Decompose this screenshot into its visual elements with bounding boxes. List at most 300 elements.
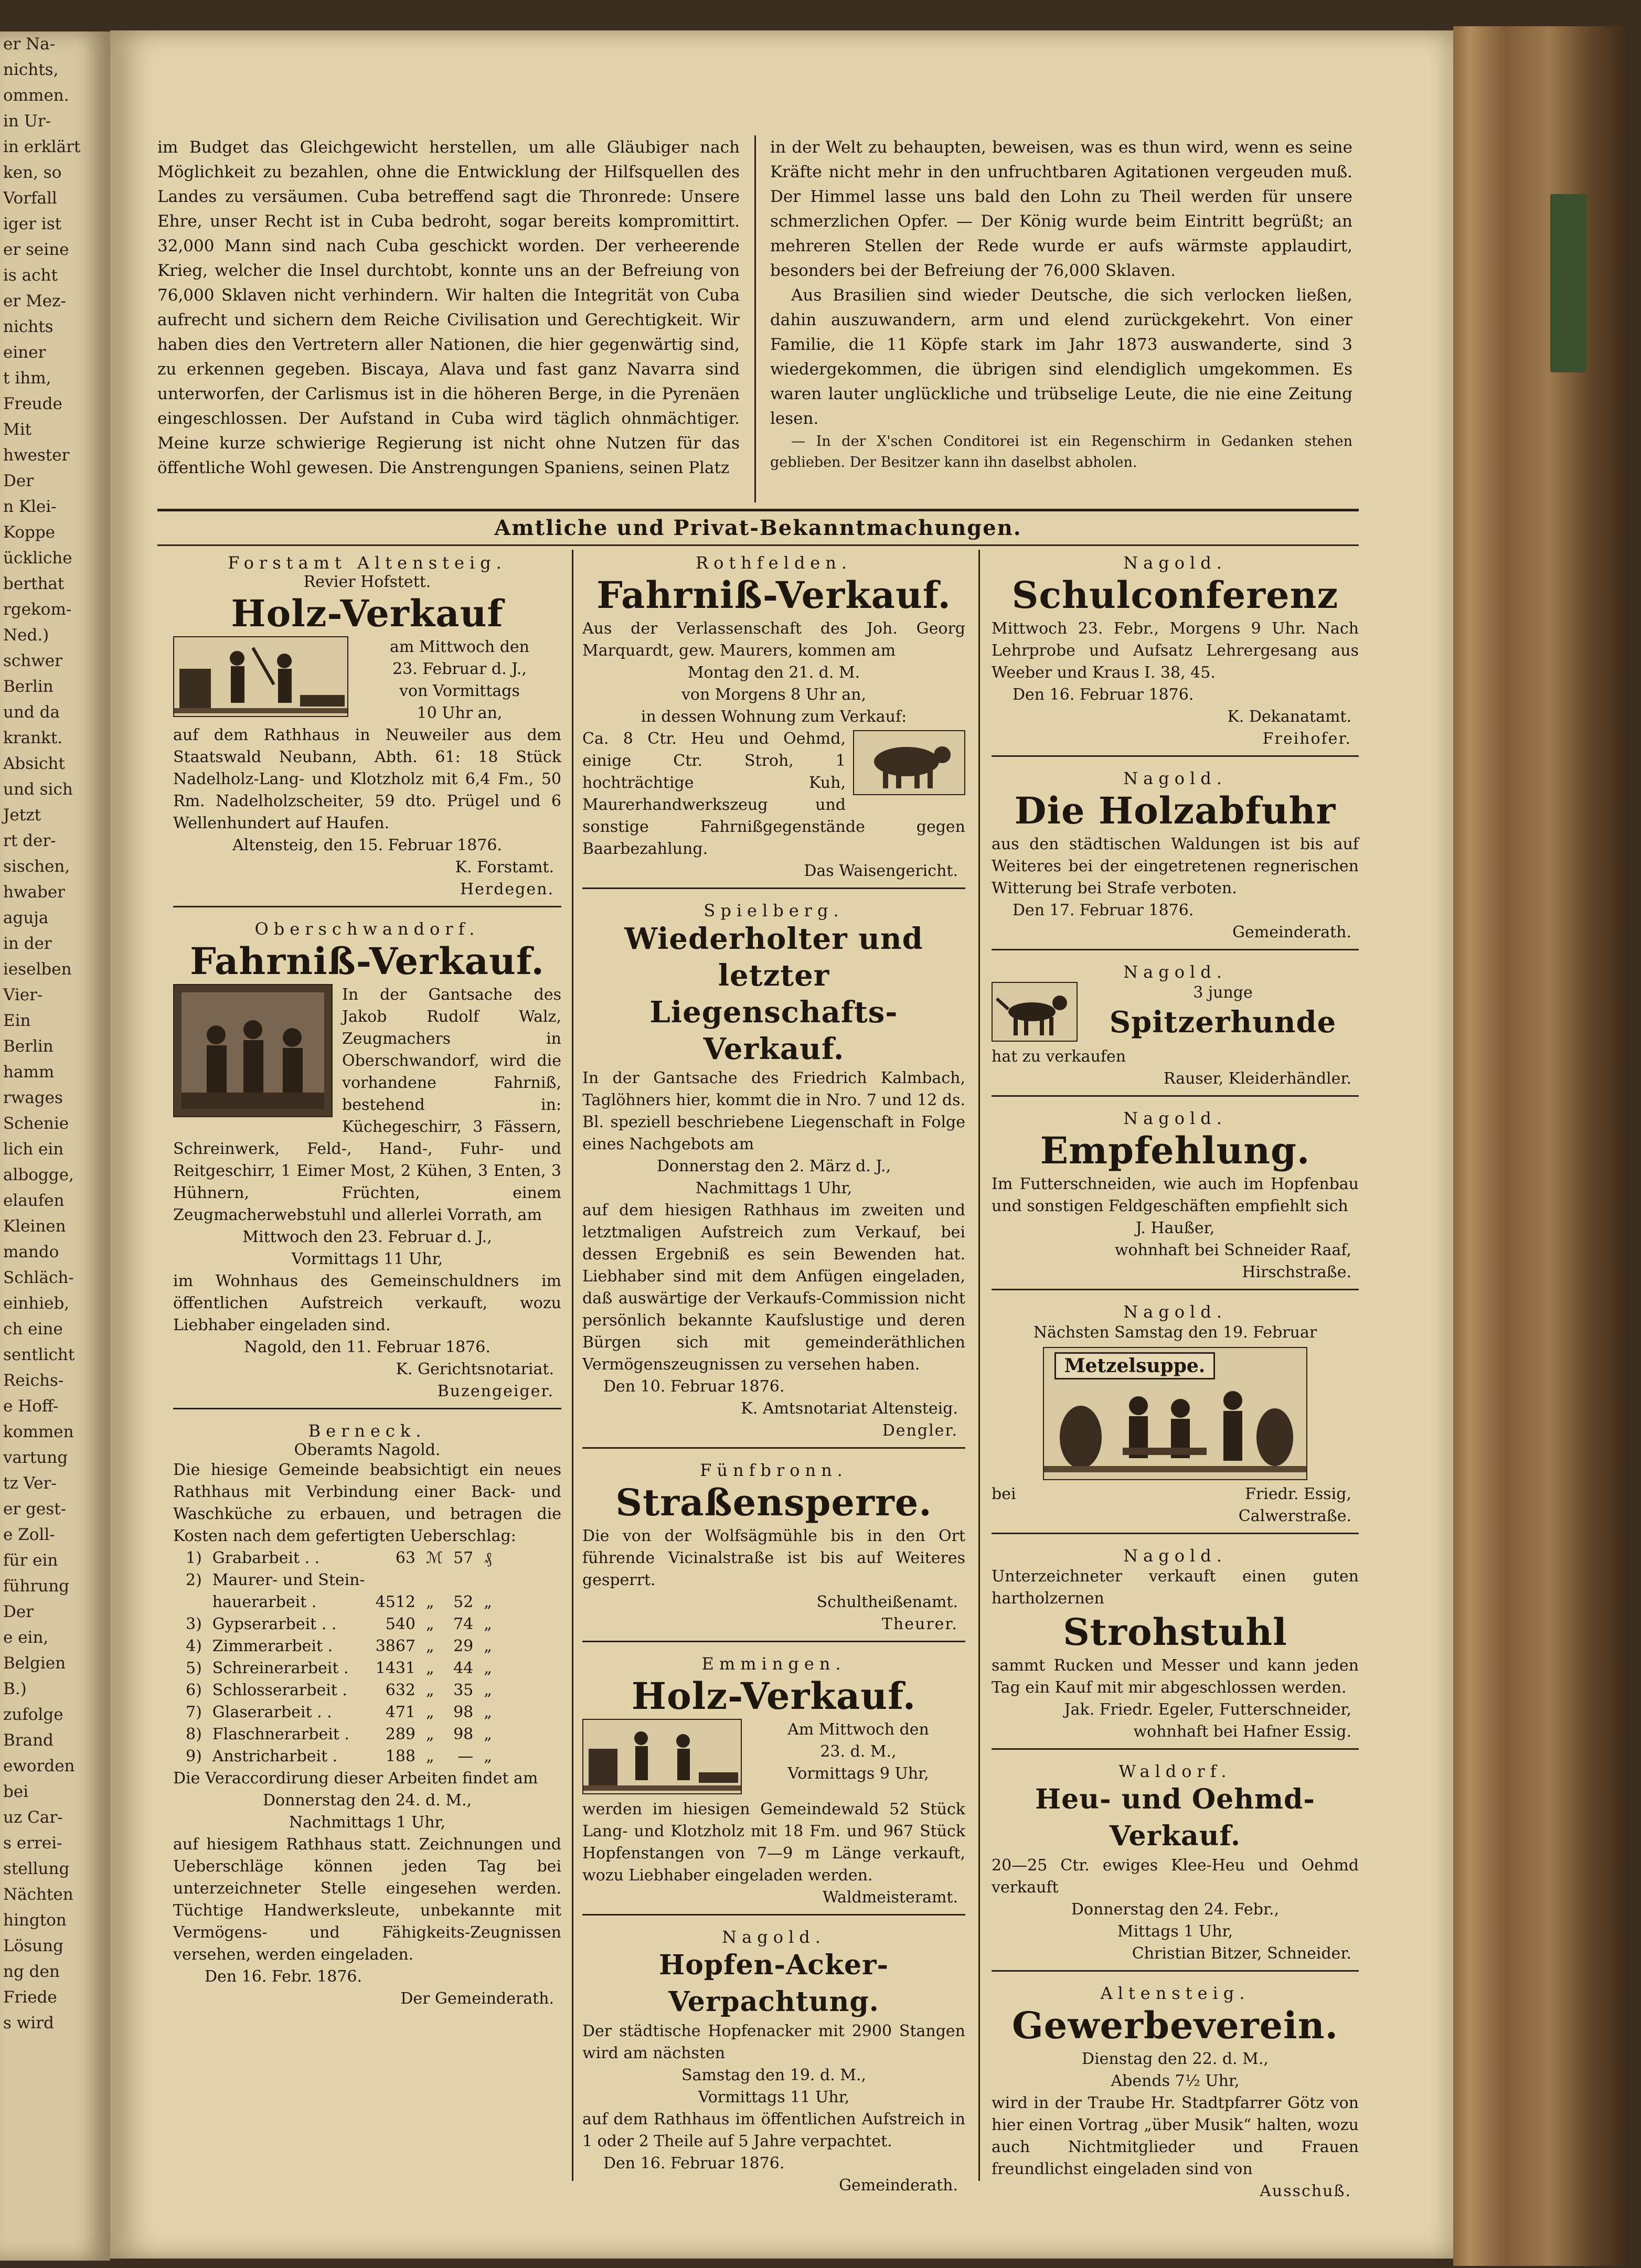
- cost-item-name: Glaserarbeit . .: [212, 1703, 332, 1721]
- ad-body: Aus der Verlassenschaft des Joh. Georg Marquardt, gew. Maurers, kommen am: [582, 619, 965, 660]
- cost-mark-amount: 471: [385, 1703, 415, 1721]
- woodcut-auction-scene-image: [173, 984, 333, 1117]
- cost-currency-pfennig: „: [484, 1681, 492, 1699]
- facing-page-fragment: iger ist: [3, 215, 62, 233]
- cost-item-name: Zimmerarbeit .: [212, 1637, 333, 1655]
- ad-signer: K. Dekanatamt.: [1227, 708, 1351, 726]
- ad-body: Unterzeichneter verkauft einen guten hartholzernen: [992, 1567, 1359, 1608]
- cost-item-number: 9): [186, 1747, 202, 1766]
- ad-place: Waldorf.: [1118, 1761, 1232, 1781]
- ad-subtitle: Revier Hofstett.: [303, 573, 431, 591]
- ad-place: Forstamt Altensteig.: [228, 553, 507, 573]
- cost-mark-amount: 4512: [375, 1593, 415, 1611]
- ad-date: Nagold, den 11. Februar 1876.: [244, 1338, 491, 1356]
- section-title: Amtliche und Privat-Bekanntmachungen.: [494, 516, 1022, 540]
- cost-item-name: Grabarbeit . .: [212, 1549, 320, 1567]
- facing-page-fragment: Berlin: [3, 1037, 54, 1056]
- ad-headline: Heu- und Oehmd-Verkauf.: [1035, 1783, 1315, 1852]
- ad-place: Spielberg.: [704, 901, 844, 921]
- ad-body: sammt Rucken und Messer und kann jeden Tag ein Kauf mit mir abgeschlossen werden.: [992, 1656, 1359, 1697]
- ad-place: Berneck.: [308, 1421, 427, 1441]
- facing-page-fragment: hamm: [3, 1063, 55, 1082]
- facing-page-fragment: berthat: [3, 574, 65, 593]
- cost-item-number: [180, 1591, 207, 1613]
- woodcut-tavern-scene-image: [1043, 1347, 1307, 1480]
- facing-page-fragment: kommen: [3, 1422, 74, 1441]
- facing-page-fragment: rgekom-: [3, 600, 72, 619]
- cost-item-number: 6): [186, 1681, 202, 1699]
- cost-item-number: 4): [186, 1637, 202, 1655]
- ad-place: Nagold.: [1123, 768, 1227, 788]
- ad-date: Den 16. Februar 1876.: [1013, 686, 1194, 704]
- ad-place: Nagold.: [1123, 1546, 1227, 1566]
- facing-page-fragment: schwer: [3, 651, 62, 670]
- ad-place: Nagold.: [1123, 1108, 1227, 1128]
- ad-strohstuhl: [992, 1543, 1359, 1750]
- ad-date-line: 10 Uhr an,: [417, 704, 503, 722]
- ad-date: Den 10. Februar 1876.: [603, 1377, 785, 1396]
- facing-page-fragment: e Zoll-: [3, 1525, 55, 1544]
- facing-page-fragment: uz Car-: [3, 1808, 63, 1827]
- column-rule: [572, 550, 573, 2181]
- ad-name: Jak. Friedr. Egeler, Futterschneider,: [1064, 1700, 1351, 1719]
- cost-currency-mark: „: [426, 1659, 434, 1677]
- ad-place: Nagold.: [722, 1927, 826, 1947]
- ad-signer-name: Dengler.: [882, 1421, 958, 1440]
- ad-address: wohnhaft bei Hafner Essig.: [1133, 1723, 1351, 1741]
- cost-currency-pfennig: „: [484, 1725, 492, 1743]
- facing-page-fragment: ken, so: [3, 163, 62, 182]
- cost-currency-mark: „: [426, 1593, 434, 1611]
- ad-headline: Wiederholter und letzter: [624, 922, 923, 993]
- cost-pfennig-amount: [448, 1569, 478, 1591]
- facing-page-fragment: Ned.): [3, 626, 49, 645]
- ad-metzelsuppe: [992, 1299, 1359, 1534]
- cost-currency-mark: [421, 1569, 448, 1591]
- ad-berneck-rathhaus: [173, 1418, 561, 2015]
- facing-page-fragment: ng den: [3, 1962, 60, 1981]
- ad-signer-name: Herdegen.: [460, 880, 554, 898]
- ad-signer: Waldmeisteramt.: [822, 1888, 958, 1907]
- ad-when: Vormittags 11 Uhr,: [291, 1250, 443, 1268]
- ad-when: Donnerstag den 2. März d. J.,: [656, 1157, 891, 1175]
- ad-headline: Straßensperre.: [615, 1481, 932, 1524]
- facing-page-fragment: Absicht: [3, 754, 65, 773]
- ad-when: Montag den 21. d. M.: [687, 664, 860, 682]
- facing-page-fragment: Der: [3, 472, 34, 490]
- ad-date: Altensteig, den 15. Februar 1876.: [232, 836, 502, 854]
- bookmark-ribbon: [1550, 194, 1587, 372]
- facing-page-fragment: und sich: [3, 780, 73, 799]
- facing-page-fragment: in erklärt: [3, 137, 81, 156]
- ad-schulconferenz: [992, 550, 1359, 757]
- page-edges: [1453, 26, 1626, 2266]
- cost-currency-pfennig: ₰: [484, 1549, 492, 1567]
- facing-page-fragment: Vorfall: [3, 189, 57, 208]
- cost-mark-amount: 632: [385, 1681, 415, 1699]
- top-article-left-column: [157, 135, 740, 480]
- ad-body: werden im hiesigen Gemeindewald 52 Stück Lang- und Klotzholz mit 18 Fm. und 967 Stück Hopfenstangen von 7—9 m Länge verkauft, wozu Liebhaber eingeladen werden.: [582, 1800, 965, 1885]
- facing-page-fragment: Schenie: [3, 1114, 69, 1133]
- ad-name: Christian Bitzer, Schneider.: [1132, 1944, 1351, 1963]
- facing-page-fragment: s wird: [3, 2014, 54, 2032]
- cost-item-name: Gypserarbeit . .: [212, 1615, 337, 1633]
- cost-item-name: Schreinerarbeit .: [212, 1659, 349, 1677]
- ad-signer: Das Waisengericht.: [804, 862, 958, 880]
- ad-headline: Spitzerhunde: [1109, 1005, 1337, 1040]
- ad-body: hat zu verkaufen: [992, 1047, 1126, 1066]
- facing-page-fragment: ch eine: [3, 1320, 63, 1339]
- ad-fahrniss-verkauf-rothfelden: [582, 550, 965, 889]
- cost-item-number: 3): [186, 1615, 202, 1633]
- cost-mark-amount: 188: [385, 1747, 415, 1766]
- ad-body: Mittwoch 23. Febr., Morgens 9 Uhr. Nach Lehrprobe und Aufsatz Lehrergesang aus Weeber und Kraus I. 38, 45.: [992, 619, 1359, 682]
- facing-page-fragment: ückliche: [3, 549, 72, 568]
- facing-page-fragment: Friede: [3, 1988, 57, 2007]
- ad-body: auf dem hiesigen Rathhaus im zweiten und letztmaligen Aufstreich zum Verkauf, bei dessen Ergebniß es sein Bewenden hat. Liebhaber sind mit dem Anfügen eingeladen, daß auswärtige der Verkaufs-Commission nicht persönlich bekannte Kaufslustige und deren Bürgen sich mit gemeinderäthlichen Vermögenszeugnissen zu versehen haben.: [582, 1201, 965, 1374]
- ad-place: Oberschwandorf.: [254, 919, 480, 939]
- cost-mark-amount: [370, 1569, 421, 1591]
- cost-currency-pfennig: „: [484, 1747, 492, 1766]
- facing-page-fragment: elaufen: [3, 1191, 65, 1210]
- ad-body: In der Gantsache des Jakob Rudolf Walz, Zeugmachers in Oberschwandorf, wird die vorhandene Fahrniß, bestehend in: Küchegeschirr, 3 Fässern, Schreinwerk, Feld-, Hand-, Fuhr- und Reitgeschirr, 1 Eimer Most, 2 Kühen, 3 Enten, 3 Hühnern, Früchten, einem Zeugmacherwebstuhl und allerlei Vorrath, am: [173, 986, 561, 1224]
- ad-signer-name: Theurer.: [881, 1615, 958, 1633]
- ad-signer: Rauser, Kleiderhändler.: [1163, 1069, 1351, 1088]
- facing-page-fragment: einer: [3, 343, 46, 362]
- column-b: [582, 550, 965, 2210]
- facing-page-fragment: Brand: [3, 1731, 54, 1750]
- facing-page-fragment: e ein,: [3, 1628, 49, 1647]
- ad-signer: Gemeinderath.: [1232, 923, 1351, 942]
- ad-liegenschafts-verkauf-spielberg: [582, 897, 965, 1449]
- ad-signer-name: Freihofer.: [1262, 730, 1351, 748]
- ad-when: Dienstag den 22. d. M.,: [1082, 2050, 1269, 2068]
- cost-currency-mark: „: [426, 1615, 434, 1633]
- cost-mark-amount: 63: [395, 1549, 415, 1567]
- facing-page-fragment: und da: [3, 703, 60, 722]
- cost-currency-mark: „: [426, 1747, 434, 1766]
- facing-page-fragment: hwaber: [3, 883, 65, 902]
- facing-page-fragment: bei: [3, 1782, 29, 1801]
- ad-place: Nagold.: [1123, 962, 1227, 982]
- cost-mark-amount: 289: [385, 1725, 415, 1743]
- cost-item-name: hauerarbeit .: [212, 1593, 317, 1611]
- facing-page-fragment: mando: [3, 1243, 59, 1261]
- ad-empfehlung: [992, 1105, 1359, 1290]
- ad-gewerbeverein: [992, 1980, 1359, 2208]
- facing-page-fragment: B.): [3, 1679, 27, 1698]
- ad-signer: Schultheißenamt.: [816, 1593, 958, 1611]
- ad-address: Calwerstraße.: [1238, 1507, 1351, 1525]
- facing-page-fragment: tz Ver-: [3, 1474, 57, 1493]
- facing-page-fragment: er seine: [3, 240, 69, 259]
- cost-table: [180, 1547, 497, 1768]
- facing-page-fragment: Belgien: [3, 1654, 66, 1673]
- facing-page-fragment: für ein: [3, 1551, 58, 1570]
- ad-date-line: am Mittwoch den: [390, 638, 529, 656]
- facing-page-fragment: hington: [3, 1911, 67, 1930]
- facing-page-fragment: Schläch-: [3, 1268, 74, 1287]
- cost-currency-mark: „: [426, 1703, 434, 1721]
- ad-when: in dessen Wohnung zum Verkauf:: [641, 708, 907, 726]
- cost-pfennig-amount: 74: [453, 1615, 474, 1633]
- cow-icon: [853, 730, 965, 795]
- ad-body: Der städtische Hopfenacker mit 2900 Stangen wird am nächsten: [582, 2022, 965, 2062]
- section-rule: [157, 544, 1359, 546]
- cost-item-name: Maurer- und Stein-: [212, 1571, 365, 1589]
- facing-page-fragment: stellung: [3, 1859, 70, 1878]
- cost-row: [180, 1724, 497, 1746]
- ad-subtitle: Oberamts Nagold.: [294, 1441, 441, 1459]
- facing-page-fragment: Der: [3, 1602, 34, 1621]
- ad-date-line: von Vormittags: [399, 682, 520, 700]
- facing-page-fragment: ommen.: [3, 86, 69, 105]
- facing-page-fragment: Koppe: [3, 523, 56, 542]
- ad-body: In der Gantsache des Friedrich Kalmbach, Taglöhners hier, kommt die in Nro. 7 und 12 ds. Bl. speziell beschriebene Liegenschaft in Folge eines Nachgebots am: [582, 1069, 965, 1153]
- ad-when: von Morgens 8 Uhr an,: [681, 686, 867, 704]
- ad-headline: Holz-Verkauf: [231, 592, 504, 635]
- top-article-notice: — In der X'schen Conditorei ist ein Regenschirm in Gedanken stehen geblieben. Der Besitzer kann ihn daselbst abholen.: [770, 433, 1352, 470]
- ad-body: auf dem Rathhaus in Neuweiler aus dem Staatswald Neubann, Abth. 61: 18 Stück Nadelholz-Lang- und Klotzholz mit 6,4 Fm., 50 Rm. Nadelholzscheiter, 59 dto. Prügel und 6 Wellenhundert auf Haufen.: [173, 726, 561, 832]
- ad-body: 20—25 Ctr. ewiges Klee-Heu und Oehmd verkauft: [992, 1856, 1359, 1897]
- cost-item-number: 8): [186, 1725, 202, 1743]
- ad-body: Im Futterschneiden, wie auch im Hopfenbau und sonstigen Feldgeschäften empfiehlt sich: [992, 1175, 1359, 1215]
- cost-pfennig-amount: 35: [453, 1681, 474, 1699]
- ad-headline: Liegenschafts-Verkauf.: [649, 995, 898, 1066]
- cost-item-number: 7): [186, 1703, 202, 1721]
- top-article-right-column: [770, 135, 1352, 473]
- cost-pfennig-amount: 44: [453, 1659, 474, 1677]
- cost-pfennig-amount: 98: [453, 1725, 474, 1743]
- cost-pfennig-amount: 57: [453, 1549, 474, 1567]
- cost-row: [180, 1679, 497, 1702]
- top-article-paragraph: Aus Brasilien sind wieder Deutsche, die sich verlocken ließen, dahin auszuwandern, arm und elend zurückgekehrt. Von einer Familie, die 11 Köpfe stark im Jahr 1873 auswanderte, sind 3 wiedergekommen, die übrigen sind elendiglich umgekommen. Es waren lauter unglückliche und trübselige Leute, die nie eine Zeitung lesen.: [770, 286, 1352, 428]
- ad-spitzerhunde: [992, 959, 1359, 1097]
- ad-holzabfuhr: [992, 765, 1359, 950]
- facing-page-fragment: in Ur-: [3, 112, 51, 131]
- ad-date: Den 17. Februar 1876.: [1013, 901, 1194, 919]
- ad-headline: Fahrniß-Verkauf.: [596, 573, 951, 617]
- ad-small-text: 3 junge: [1193, 983, 1253, 1002]
- cost-currency-pfennig: [478, 1569, 497, 1591]
- facing-page: [0, 31, 110, 2261]
- column-c: [992, 550, 1359, 2216]
- cost-currency-pfennig: „: [484, 1637, 492, 1655]
- facing-page-fragment: aguja: [3, 908, 49, 927]
- cost-row: [180, 1746, 497, 1768]
- column-rule: [754, 135, 756, 502]
- cost-item-name: Flaschnerarbeit .: [212, 1725, 349, 1743]
- top-article-paragraph: in der Welt zu behaupten, beweisen, was es thun wird, wenn es seine Kräfte nicht mehr in den unfruchtbaren Agitationen vergeuden muß. Der Himmel lasse uns bald den Lohn zu Theil werden für unsere schmerzlichen Opfer. — Der König wurde beim Eintritt begrüßt; an mehreren Stellen der Rede wurde er aufs wärmste applaudirt, besonders bei der Befreiung der 76,000 Sklaven.: [770, 138, 1352, 280]
- ad-fahrniss-verkauf-oberschwandorf: [173, 916, 561, 1409]
- ad-headline: Fahrniß-Verkauf.: [190, 939, 545, 983]
- cost-mark-amount: 1431: [375, 1659, 415, 1677]
- ad-when: Abends 7½ Uhr,: [1111, 2072, 1240, 2090]
- facing-page-fragment: ieselben: [3, 960, 72, 979]
- facing-page-fragment: krankt.: [3, 729, 63, 747]
- facing-page-fragment: in der: [3, 934, 52, 953]
- cost-row: [180, 1635, 497, 1657]
- facing-page-fragment: rt der-: [3, 831, 56, 850]
- ad-signer: K. Amtsnotariat Altensteig.: [741, 1399, 958, 1418]
- facing-page-fragment: er Mez-: [3, 292, 66, 311]
- ad-when: Nachmittags 1 Uhr,: [289, 1813, 446, 1832]
- facing-page-fragment: Nächten: [3, 1885, 73, 1904]
- cost-pfennig-amount: —: [457, 1747, 474, 1766]
- cost-pfennig-amount: 98: [453, 1703, 474, 1721]
- cost-currency-mark: „: [426, 1637, 434, 1655]
- facing-page-fragment: nichts: [3, 317, 54, 336]
- woodcut-lumberjacks-image: [173, 636, 348, 717]
- ad-when: Am Mittwoch den: [787, 1720, 929, 1739]
- ad-name: J. Haußer,: [1135, 1219, 1215, 1237]
- ad-when: Nachmittags 1 Uhr,: [695, 1179, 853, 1197]
- cost-row: [180, 1569, 497, 1591]
- metzelsuppe-banner: Metzelsuppe.: [1054, 1352, 1215, 1379]
- facing-page-fragment: hwester: [3, 446, 70, 465]
- ad-address: wohnhaft bei Schneider Raaf,: [1114, 1241, 1351, 1259]
- facing-page-fragment: er gest-: [3, 1500, 67, 1518]
- facing-page-fragment: Reichs-: [3, 1371, 64, 1390]
- ad-headline: Holz-Verkauf.: [631, 1674, 917, 1718]
- ad-body: wird in der Traube Hr. Stadtpfarrer Götz von hier einen Vortrag „über Musik“ halten, wozu auch Nichtmitglieder und Frauen freundlichst eingeladen sind von: [992, 2094, 1359, 2178]
- facing-page-fragment: eworden: [3, 1757, 75, 1775]
- cost-currency-mark: „: [426, 1681, 434, 1699]
- ad-when: Samstag den 19. d. M.,: [681, 2066, 867, 2084]
- ad-headline: Strohstuhl: [1063, 1610, 1287, 1654]
- cost-row: [180, 1547, 497, 1569]
- facing-page-fragment: zufolge: [3, 1705, 63, 1724]
- facing-page-fragment: Mit: [3, 420, 32, 439]
- cost-item-number: 2): [186, 1571, 202, 1589]
- ad-place: Nagold.: [1123, 553, 1227, 573]
- facing-page-fragment: n Klei-: [3, 497, 57, 516]
- ad-headline: Schulconferenz: [1011, 573, 1339, 617]
- top-article-paragraph: im Budget das Gleichgewicht herstellen, um alle Gläubiger nach Möglichkeit zu bezahlen, ohne die Entwicklung der Hilfsquellen des Landes zu versäumen. Cuba betreffend sagt die Thronrede: Unsere Ehre, unser Recht ist in Cuba bedroht, sogar bereits kompromittirt. 32,000 Mann sind nach Cuba geschickt worden. Der verheerende Krieg, welcher die Insel durchtobt, konnte uns an der Befreiung von 76,000 Sklaven nicht verhindern. Wir halten die Integrität von Cuba aufrecht und sichern dem Reiche Civilisation und Gerechtigkeit. Wir haben dies den Vertretern aller Nationen, die hier gegenwärtig sind, zu erkennen gegeben. Biscaya, Alava und fast ganz Navarra sind unterworfen, der Carlismus ist in die höheren Berge, in die Pyrenäen eingeschlossen. Der Aufstand in Cuba wird täglich ohnmächtiger. Meine kurze schwierige Regierung ist nicht ohne Nutzen für das öffentliche Wohl gewesen. Die Anstrengungen Spaniens, seinen Platz: [157, 138, 740, 477]
- ad-signer: K. Forstamt.: [455, 858, 554, 876]
- cost-item-name: Anstricharbeit .: [212, 1747, 338, 1766]
- newspaper-page: [110, 30, 1453, 2259]
- facing-page-fragment: er Na-: [3, 35, 56, 54]
- facing-page-fragment: s errei-: [3, 1834, 62, 1853]
- woodcut-lumberjacks-image: [582, 1719, 742, 1794]
- ad-heu-oehmd-verkauf: [992, 1758, 1359, 1972]
- facing-page-fragment: t ihm,: [3, 369, 51, 388]
- ad-when: Donnerstag den 24. d. M.,: [262, 1791, 472, 1810]
- ad-hopfen-acker-nagold: [582, 1924, 965, 2202]
- cost-row: [180, 1657, 497, 1679]
- ad-when: 23. d. M.,: [820, 1742, 897, 1761]
- facing-page-fragment: einhieb,: [3, 1294, 70, 1313]
- facing-page-fragment: Vier-: [3, 986, 43, 1004]
- ad-signer: Ausschuß.: [1260, 2182, 1351, 2200]
- cost-item-name: Schlosserarbeit .: [212, 1681, 347, 1699]
- cost-currency-pfennig: „: [484, 1593, 492, 1611]
- ad-body: auf dem Rathhaus im öffentlichen Aufstreich in 1 oder 2 Theile auf 5 Jahre verpachtet.: [582, 2110, 965, 2151]
- column-rule: [978, 550, 980, 2181]
- cost-currency-pfennig: „: [484, 1615, 492, 1633]
- cost-pfennig-amount: 29: [453, 1637, 474, 1655]
- cost-currency-mark: „: [426, 1725, 434, 1743]
- ad-body: Die von der Wolfsägmühle bis in den Ort führende Vicinalstraße ist bis auf Weiteres gesperrt.: [582, 1527, 965, 1589]
- ad-when: Vormittags 11 Uhr,: [698, 2088, 850, 2106]
- ad-address: Hirschstraße.: [1242, 1263, 1351, 1281]
- ad-headline: Gewerbeverein.: [1012, 2004, 1338, 2047]
- facing-page-fragment: is acht: [3, 266, 58, 285]
- section-rule: [157, 509, 1359, 511]
- facing-page-fragment: e Hoff-: [3, 1397, 59, 1416]
- facing-page-fragment: Ein: [3, 1011, 31, 1030]
- facing-page-fragment: Jetzt: [3, 806, 41, 825]
- ad-strassensperre-fuenfbronn: [582, 1457, 965, 1642]
- ad-body: Die hiesige Gemeinde beabsichtigt ein neues Rathhaus mit Verbindung einer Back- und Waschküche zu erbauen, und betragen die Kosten nach dem gefertigten Ueberschlag:: [173, 1461, 561, 1545]
- facing-page-fragment: führung: [3, 1577, 69, 1596]
- ad-signer: Gemeinderath.: [839, 2176, 958, 2195]
- cost-pfennig-amount: 52: [453, 1593, 474, 1611]
- ad-body: auf hiesigem Rathhaus statt. Zeichnungen und Ueberschläge können jeden Tag bei unterzeichneter Stelle eingesehen werden. Tüchtige Handwerksleute, unbekannte mit Vermögens- und Fähigkeits-Zeugnissen versehen, werden eingeladen.: [173, 1835, 561, 1964]
- ad-when: Donnerstag den 24. Febr.,: [1071, 1900, 1280, 1919]
- cost-mark-amount: 540: [385, 1615, 415, 1633]
- cost-item-number: 1): [186, 1549, 202, 1567]
- ad-body: Ca. 8 Ctr. Heu und Oehmd, einige Ctr. Stroh, 1 hochträchtige Kuh, Maurerhandwerkszeug und sonstige Fahrnißgegenstände gegen Baarbezahlung.: [582, 730, 965, 858]
- ad-body: Nächsten Samstag den 19. Februar: [1033, 1323, 1317, 1342]
- facing-page-fragment: sentlicht: [3, 1345, 75, 1364]
- cost-row: [180, 1613, 497, 1635]
- facing-page-fragment: nichts,: [3, 60, 59, 79]
- facing-page-fragment: Kleinen: [3, 1217, 66, 1236]
- ad-when: Vormittags 9 Uhr,: [787, 1764, 929, 1783]
- dog-icon: [992, 982, 1078, 1042]
- cost-currency-pfennig: „: [484, 1659, 492, 1677]
- facing-page-fragment: Berlin: [3, 677, 54, 696]
- ad-headline: Hopfen-Acker-Verpachtung.: [658, 1949, 889, 2018]
- facing-page-fragment: rwages: [3, 1088, 63, 1107]
- facing-page-fragment: Lösung: [3, 1937, 63, 1955]
- ad-place: Fünfbronn.: [700, 1460, 848, 1480]
- facing-page-fragment: lich ein: [3, 1140, 64, 1159]
- ad-place: Altensteig.: [1100, 1983, 1250, 2003]
- column-a: [173, 550, 561, 2024]
- ad-when: Mittwoch den 23. Februar d. J.,: [242, 1228, 492, 1246]
- ad-date-line: 23. Februar d. J.,: [392, 660, 527, 678]
- ad-headline: Empfehlung.: [1040, 1129, 1310, 1172]
- ad-bei: bei: [992, 1485, 1016, 1503]
- ad-signer: Der Gemeinderath.: [400, 1989, 554, 2008]
- cost-item-number: 5): [186, 1659, 202, 1677]
- cost-row: [180, 1591, 497, 1613]
- ad-date: Den 16. Febr. 1876.: [205, 1967, 363, 1986]
- ad-body: aus den städtischen Waldungen ist bis auf Weiteres bei der eingetretenen regnerischen Witterung bei Strafe verboten.: [992, 835, 1359, 897]
- facing-page-fragment: vartung: [3, 1448, 68, 1467]
- ad-holz-verkauf-emmingen: [582, 1651, 965, 1916]
- ad-headline: Die Holzabfuhr: [1014, 789, 1336, 832]
- ad-holz-verkauf-altensteig: [173, 550, 561, 907]
- ad-place: Rothfelden.: [695, 553, 853, 573]
- ad-place: Emmingen.: [701, 1654, 846, 1674]
- cost-row: [180, 1702, 497, 1724]
- ad-name: Friedr. Essig,: [1245, 1485, 1351, 1503]
- cost-currency-mark: ℳ: [426, 1549, 443, 1567]
- ad-body: Die Veraccordirung dieser Arbeiten findet am: [173, 1769, 538, 1788]
- ad-signer: K. Gerichtsnotariat.: [396, 1360, 554, 1378]
- ad-date: Den 16. Februar 1876.: [603, 2154, 785, 2173]
- ad-when: Mittags 1 Uhr,: [1117, 1922, 1233, 1941]
- cost-mark-amount: 3867: [375, 1637, 415, 1655]
- facing-page-fragment: albogge,: [3, 1165, 74, 1184]
- ad-signer-name: Buzengeiger.: [437, 1382, 554, 1400]
- facing-page-fragment: sischen,: [3, 857, 70, 876]
- ad-place: Nagold.: [1123, 1302, 1227, 1322]
